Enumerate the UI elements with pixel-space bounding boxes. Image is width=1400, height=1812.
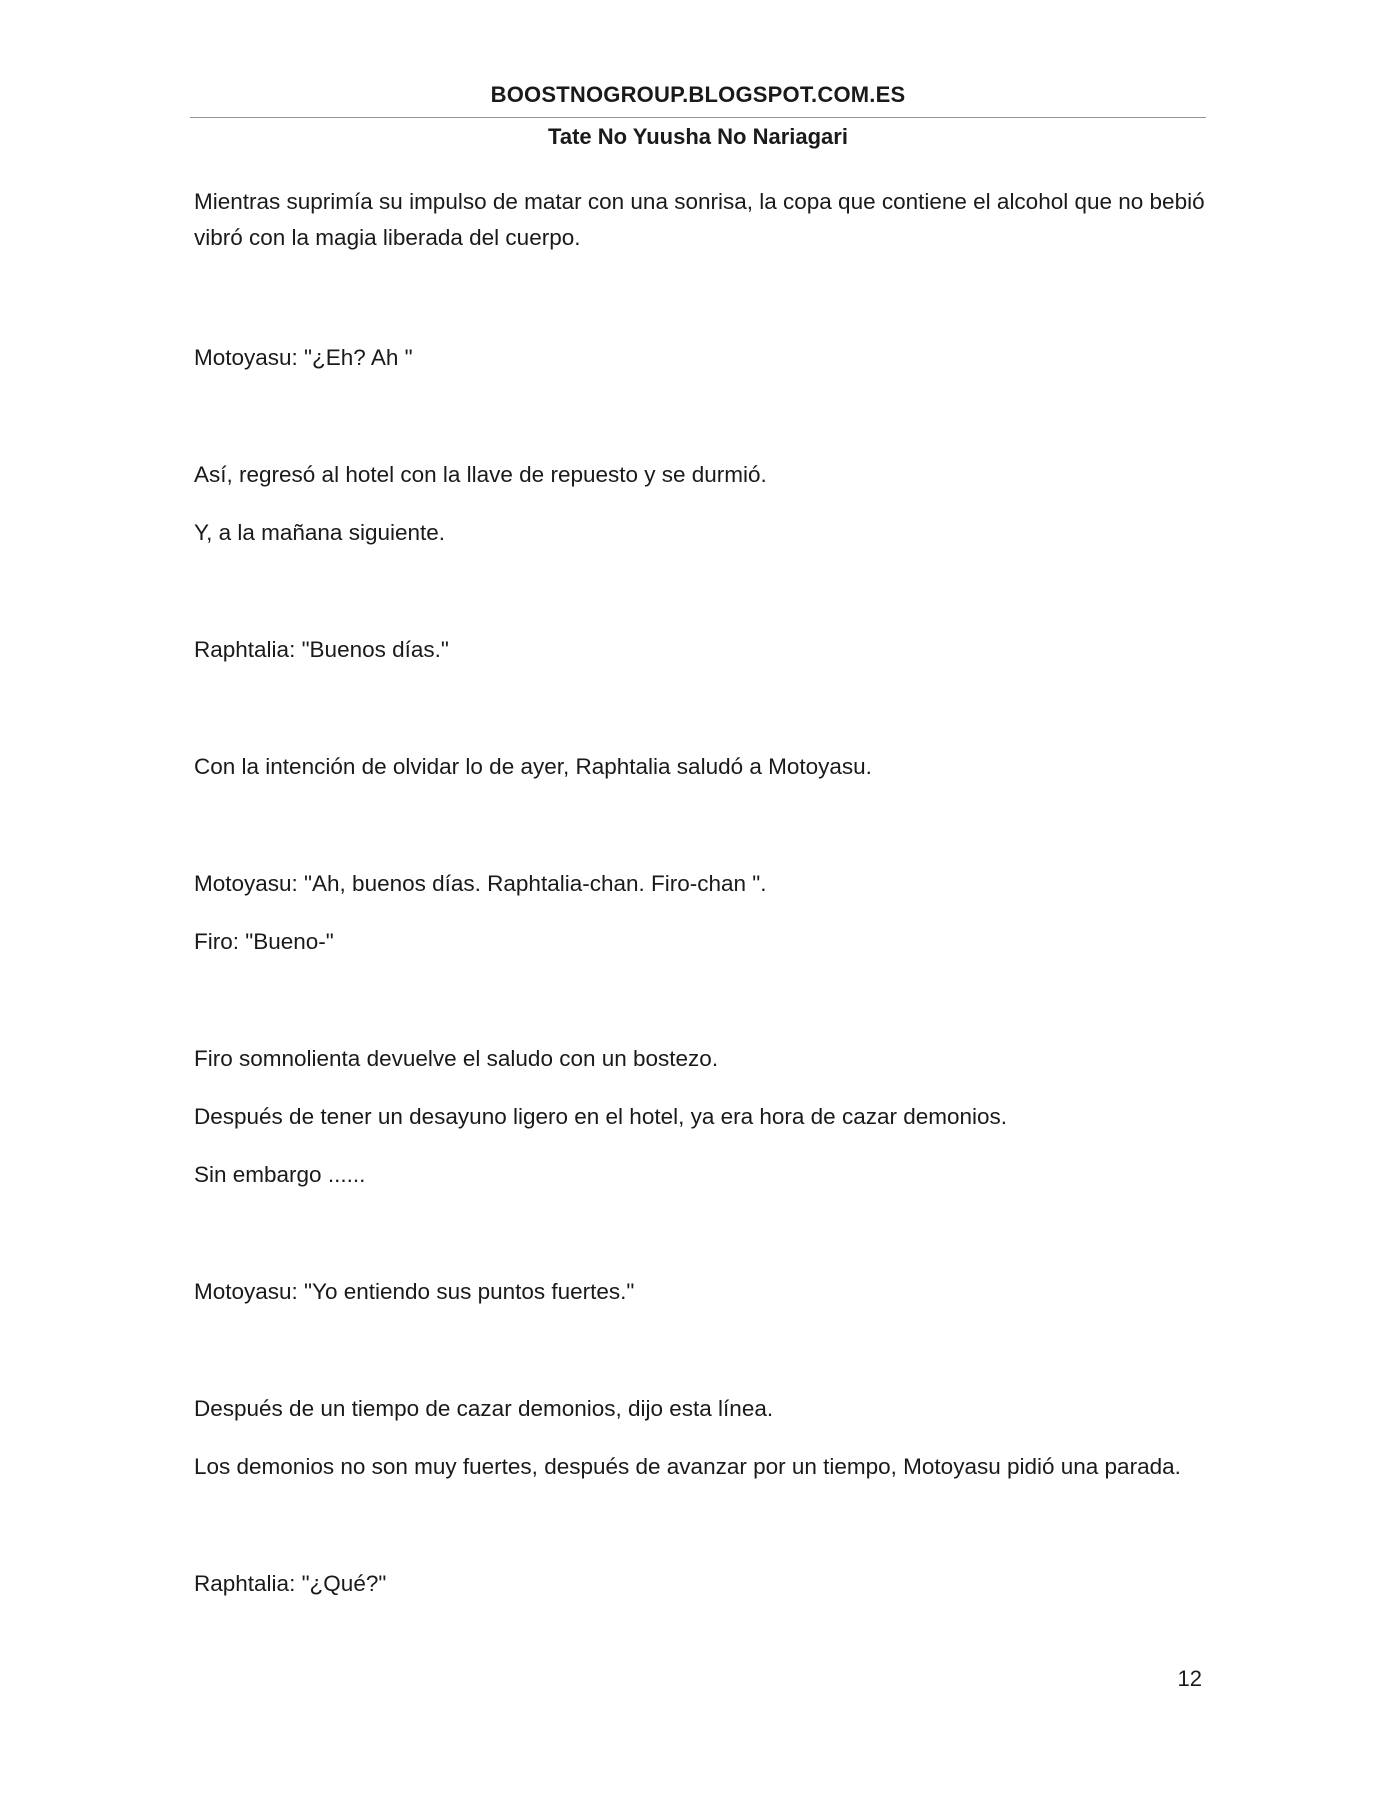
paragraph: Y, a la mañana siguiente. bbox=[194, 520, 446, 545]
paragraph: Motoyasu: "Yo entiendo sus puntos fuertes." bbox=[194, 1279, 635, 1304]
paragraph: Sin embargo ...... bbox=[194, 1162, 366, 1187]
paragraph: Motoyasu: "¿Eh? Ah " bbox=[194, 345, 413, 370]
page-number: 12 bbox=[1177, 1666, 1202, 1691]
paragraph: Firo somnolienta devuelve el saludo con un bostezo. bbox=[194, 1046, 719, 1071]
paragraph: Los demonios no son muy fuertes, después de avanzar por un tiempo, Motoyasu pidió una parada. bbox=[194, 1454, 1181, 1479]
paragraph: Firo: "Bueno-" bbox=[194, 929, 334, 954]
paragraph: Con la intención de olvidar lo de ayer, Raphtalia saludó a Motoyasu. bbox=[194, 754, 872, 779]
header-divider bbox=[190, 117, 1206, 118]
paragraph: Motoyasu: "Ah, buenos días. Raphtalia-chan. Firo-chan ". bbox=[194, 871, 767, 896]
paragraph: Así, regresó al hotel con la llave de repuesto y se durmió. bbox=[194, 462, 767, 487]
paragraph: Después de tener un desayuno ligero en el hotel, ya era hora de cazar demonios. bbox=[194, 1104, 1008, 1129]
paragraph: Raphtalia: "Buenos días." bbox=[194, 637, 449, 662]
paragraph: Raphtalia: "¿Qué?" bbox=[194, 1571, 387, 1596]
site-header: BOOSTNOGROUP.BLOGSPOT.COM.ES bbox=[490, 82, 906, 107]
paragraph: Después de un tiempo de cazar demonios, dijo esta línea. bbox=[194, 1396, 774, 1421]
paragraph: Mientras suprimía su impulso de matar con una sonrisa, la copa que contiene el alcohol que no bebió vibró con la magia liberada del cuerpo. bbox=[194, 189, 1205, 250]
document-title: Tate No Yuusha No Nariagari bbox=[548, 124, 848, 149]
